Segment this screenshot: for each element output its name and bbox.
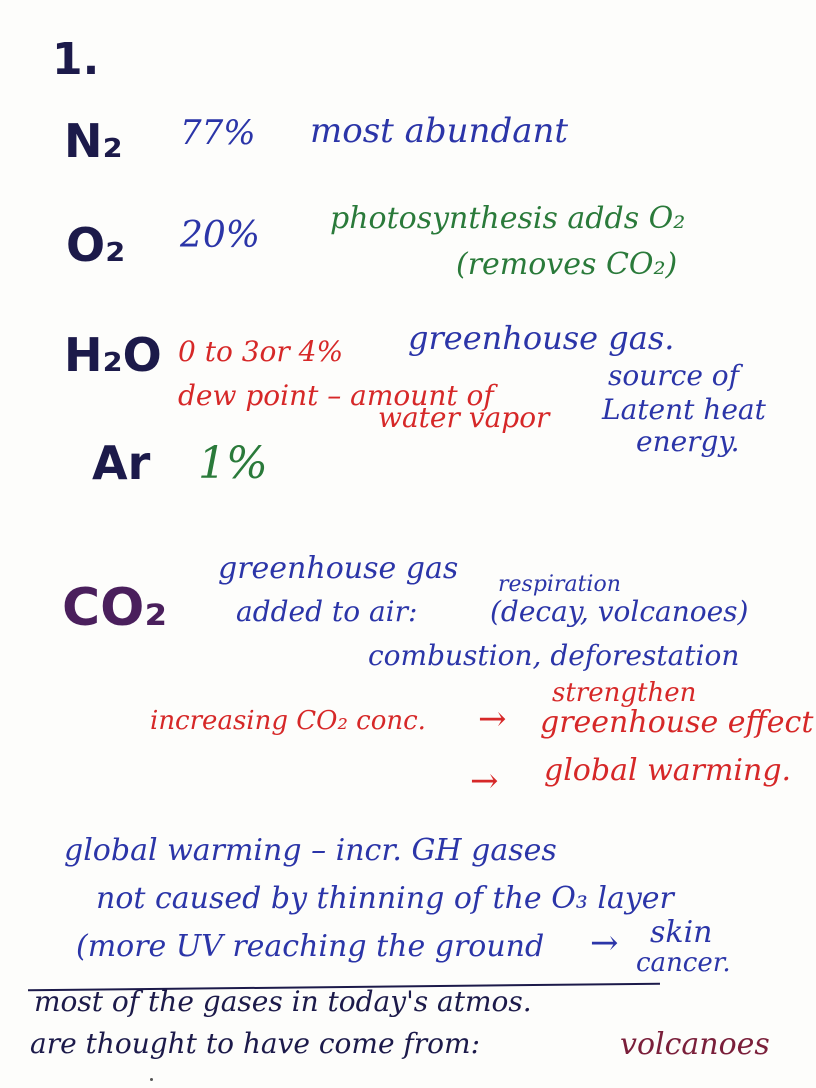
warming-cancer: cancer. (636, 948, 731, 978)
n2-formula: N₂ (64, 114, 123, 168)
ar-percent: 1% (198, 438, 268, 489)
h2o-note: greenhouse gas. (408, 319, 675, 357)
o2-formula: O₂ (66, 218, 126, 272)
warming-skin: skin (650, 915, 713, 950)
co2-formula: CO₂ (62, 578, 168, 638)
warming-line-2: not caused by thinning of the O₃ layer (96, 881, 674, 916)
warming-line-1: global warming – incr. GH gases (64, 833, 557, 868)
increasing-r2: greenhouse effect (540, 705, 814, 740)
h2o-percent: 0 to 3or 4% (178, 335, 344, 368)
n2-percent: 77% (180, 113, 256, 153)
warming-line-3: (more UV reaching the ground (76, 929, 545, 964)
h2o-side-1: source of (608, 359, 740, 392)
co2-line-1: greenhouse gas (218, 551, 459, 586)
atmos-answer: volcanoes (620, 1027, 770, 1062)
n2-note: most abundant (310, 111, 569, 151)
atmos-line-1: most of the gases in today's atmos. (34, 985, 532, 1018)
increasing-arrow-2: → (470, 761, 499, 801)
warming-arrow: → (590, 923, 619, 963)
ar-formula: Ar (92, 436, 151, 490)
h2o-water-vapor: water vapor (378, 401, 550, 434)
co2-respiration: respiration (498, 572, 621, 597)
o2-note-2: (removes CO₂) (456, 247, 678, 282)
h2o-side-3: energy. (636, 425, 740, 458)
item-number: 1. (52, 34, 100, 85)
stray-mark (150, 1078, 153, 1081)
atmos-line-2: are thought to have come from: (30, 1027, 481, 1060)
h2o-side-2: Latent heat (602, 393, 766, 426)
o2-note: photosynthesis adds O₂ (330, 201, 686, 236)
h2o-formula: H₂O (64, 328, 162, 382)
increasing-r3: global warming. (544, 753, 792, 788)
co2-line-2: added to air: (236, 595, 418, 628)
co2-line-3: combustion, deforestation (368, 639, 740, 672)
increasing-left: increasing CO₂ conc. (150, 706, 426, 736)
o2-percent: 20% (180, 215, 261, 256)
increasing-arrow-1: → (478, 699, 507, 739)
co2-line-2b: (decay, volcanoes) (490, 595, 749, 628)
increasing-r1: strengthen (552, 678, 697, 708)
h2o-dewpoint: dew point – amount of (178, 379, 494, 412)
